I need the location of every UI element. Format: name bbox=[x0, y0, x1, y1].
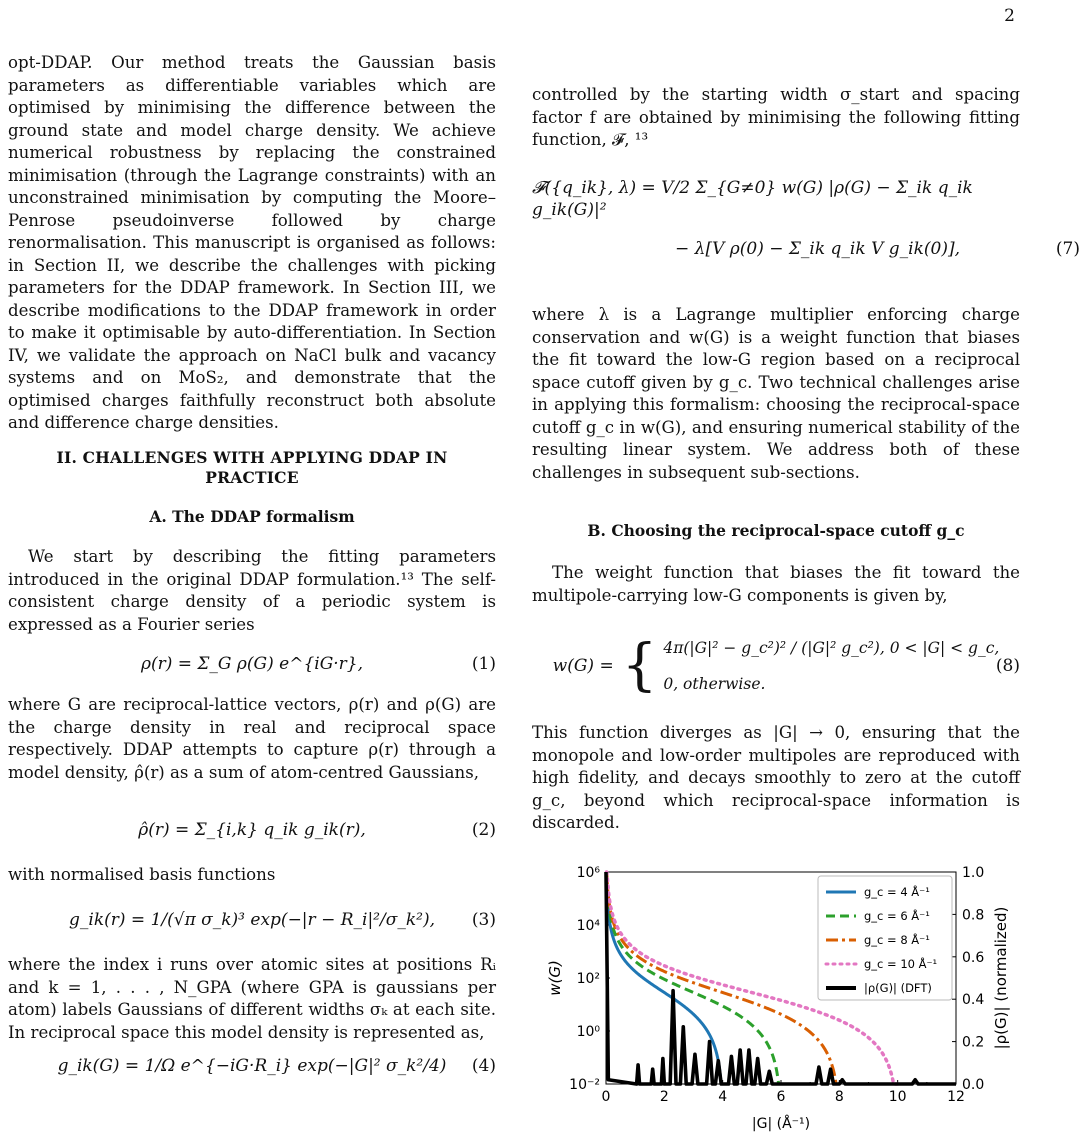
equation-4-body: g_ik(G) = 1/Ω e^{−iG·R_i} exp(−|G|² σ_k²/4) bbox=[57, 1055, 447, 1076]
y-right-tick-label: 0.2 bbox=[962, 1034, 985, 1051]
y-right-tick-label: 1.0 bbox=[962, 865, 985, 881]
x-tick-label: 2 bbox=[659, 1089, 669, 1105]
equation-8-lhs: w(G) = bbox=[552, 655, 614, 676]
y-left-tick-label: 10⁶ bbox=[576, 865, 600, 881]
figure-weight-function bbox=[548, 864, 1028, 1134]
y-left-tick-label: 10⁻² bbox=[569, 1077, 600, 1093]
subsection-b-heading: B. Choosing the reciprocal-space cutoff g_c bbox=[587, 521, 965, 540]
y-left-tick-label: 10⁰ bbox=[576, 1024, 600, 1040]
equation-8-case-1: 4π(|G|² − g_c²)² / (|G|² g_c²), 0 < |G| < g_c, bbox=[663, 638, 1000, 657]
equation-8-number: (8) bbox=[995, 655, 1020, 676]
equation-1-body: ρ(r) = Σ_G ρ(G) e^{iG·r}, bbox=[140, 653, 364, 674]
equation-7-number: (7) bbox=[1055, 238, 1080, 259]
equation-7-line-1-text: 𝓕({q_ik}, λ) = V/2 Σ_{G≠0} w(G) |ρ(G) − Σ_ik q_ik g_ik(G)|² bbox=[532, 177, 973, 220]
equation-7-line-1 bbox=[532, 174, 1020, 224]
x-tick-label: 4 bbox=[718, 1089, 728, 1105]
equation-8-case-2: 0, otherwise. bbox=[663, 675, 766, 693]
equation-8 bbox=[532, 618, 1020, 714]
legend-label: g_c = 8 Å⁻¹ bbox=[864, 933, 930, 947]
paragraph-diverges: This function diverges as |G| → 0, ensuring that the monopole and low-order multipoles are reproduced with high fidelity, and decays smoothly to zero at the cutoff g_c, beyond which reciprocal-space information is discarded. bbox=[532, 723, 1020, 832]
page-number: 2 bbox=[1004, 6, 1015, 26]
equation-8-brace: { bbox=[621, 633, 658, 698]
equation-3-number: (3) bbox=[471, 909, 496, 930]
x-tick-label: 6 bbox=[776, 1089, 786, 1105]
x-tick-label: 0 bbox=[601, 1089, 611, 1105]
legend-label: g_c = 10 Å⁻¹ bbox=[864, 957, 938, 971]
series-line-gc4 bbox=[607, 880, 723, 1084]
equation-1 bbox=[8, 642, 496, 686]
x-axis-label: |G| (Å⁻¹) bbox=[751, 1116, 811, 1132]
x-tick-label: 12 bbox=[947, 1089, 965, 1105]
section-heading: II. CHALLENGES WITH APPLYING DDAP IN PRACTICE bbox=[56, 448, 448, 487]
subsection-a-heading: A. The DDAP formalism bbox=[149, 507, 355, 526]
paragraph-basis-functions: with normalised basis functions bbox=[8, 865, 276, 884]
x-tick-label: 8 bbox=[834, 1089, 844, 1105]
y-right-tick-label: 0.4 bbox=[962, 992, 985, 1009]
y-right-tick-label: 0.8 bbox=[962, 907, 985, 924]
paragraph-index-description: where the index i runs over atomic sites at positions Rᵢ and k = 1, . . . , N_GPA (where GPA is gaussians per atom) labels Gaussians of different widths σₖ at each site. In reciprocal space this model density is represented as, bbox=[8, 955, 496, 1042]
y-left-tick-label: 10² bbox=[576, 971, 600, 987]
equation-4 bbox=[8, 1048, 496, 1084]
y-left-axis-label: w(G) bbox=[546, 960, 564, 996]
series-line-gc6 bbox=[607, 872, 781, 1084]
equation-1-number: (1) bbox=[471, 653, 496, 674]
equation-3 bbox=[8, 894, 496, 946]
right-column bbox=[532, 52, 1080, 832]
equation-2-number: (2) bbox=[471, 819, 496, 840]
equation-4-number: (4) bbox=[471, 1055, 496, 1076]
y-right-tick-label: 0.0 bbox=[962, 1077, 985, 1093]
paragraph-weight-function: The weight function that biases the fit toward the multipole-carrying low-G components is given by, bbox=[532, 563, 1020, 605]
paragraph-model-density: where G are reciprocal-lattice vectors, ρ(r) and ρ(G) are the charge density in real and reciprocal space respectively. DDAP attempts to capture ρ(r) through a model density, ρ̂(r) as a sum of atom-centred Gaussians, bbox=[8, 695, 496, 782]
paragraph-fitting-function: controlled by the starting width σ_start and spacing factor f are obtained by minimising the following fitting function, 𝓕, ¹³ bbox=[532, 85, 1020, 149]
legend-label: g_c = 4 Å⁻¹ bbox=[864, 885, 930, 899]
y-right-tick-label: 0.6 bbox=[962, 949, 985, 966]
equation-2-body: ρ̂(r) = Σ_{i,k} q_ik g_ik(r), bbox=[138, 819, 366, 840]
x-tick-label: 10 bbox=[888, 1089, 907, 1105]
legend-label: g_c = 6 Å⁻¹ bbox=[864, 909, 930, 923]
left-column bbox=[8, 52, 496, 1084]
equation-3-body: g_ik(r) = 1/(√π σ_k)³ exp(−|r − R_i|²/σ_k²), bbox=[69, 909, 435, 930]
equation-2 bbox=[8, 806, 496, 854]
y-left-tick-label: 10⁴ bbox=[576, 918, 600, 934]
chart-svg bbox=[548, 864, 1008, 1134]
equation-8-cases bbox=[663, 637, 999, 696]
equation-7 bbox=[532, 174, 1080, 284]
legend-label: |ρ(G)| (DFT) bbox=[864, 981, 932, 995]
equation-7-line-2 bbox=[532, 224, 1080, 274]
paragraph-fitting-parameters: We start by describing the fitting parameters introduced in the original DDAP formulation.¹³ The self-consistent charge density of a periodic system is expressed as a Fourier series bbox=[8, 547, 496, 634]
y-right-axis-label: |ρ(G)| (normalized) bbox=[992, 906, 1010, 1050]
equation-7-line-2-text: − λ[V ρ(0) − Σ_ik q_ik V g_ik(0)], bbox=[675, 238, 960, 259]
paragraph-lagrange: where λ is a Lagrange multiplier enforcing charge conservation and w(G) is a weight function that biases the fit toward the low-G region based on a reciprocal space cutoff given by g_c. Two technical challenges arise in applying this formalism: choosing the reciprocal-space cutoff g_c in w(G), and ensuring numerical stability of the resulting linear system. We address both of these challenges in subsequent sub-sections. bbox=[532, 305, 1020, 482]
intro-paragraph: opt-DDAP. Our method treats the Gaussian basis parameters as differentiable variables which are optimised by minimising the difference between the ground state and model charge density. We achieve numerical robustness by replacing the constrained minimisation (through the Lagrange constraints) with an unconstrained minimisation by computing the Moore–Penrose pseudoinverse followed by charge renormalisation. This manuscript is organised as follows: in Section II, we describe the challenges with picking parameters for the DDAP framework. In Section III, we describe modifications to the DDAP framework in order to make it optimisable by auto-differentiation. In Section IV, we validate the approach on NaCl bulk and vacancy systems and on MoS₂, and demonstrate that the optimised charges faithfully reconstruct both absolute and difference charge densities. bbox=[8, 53, 496, 432]
